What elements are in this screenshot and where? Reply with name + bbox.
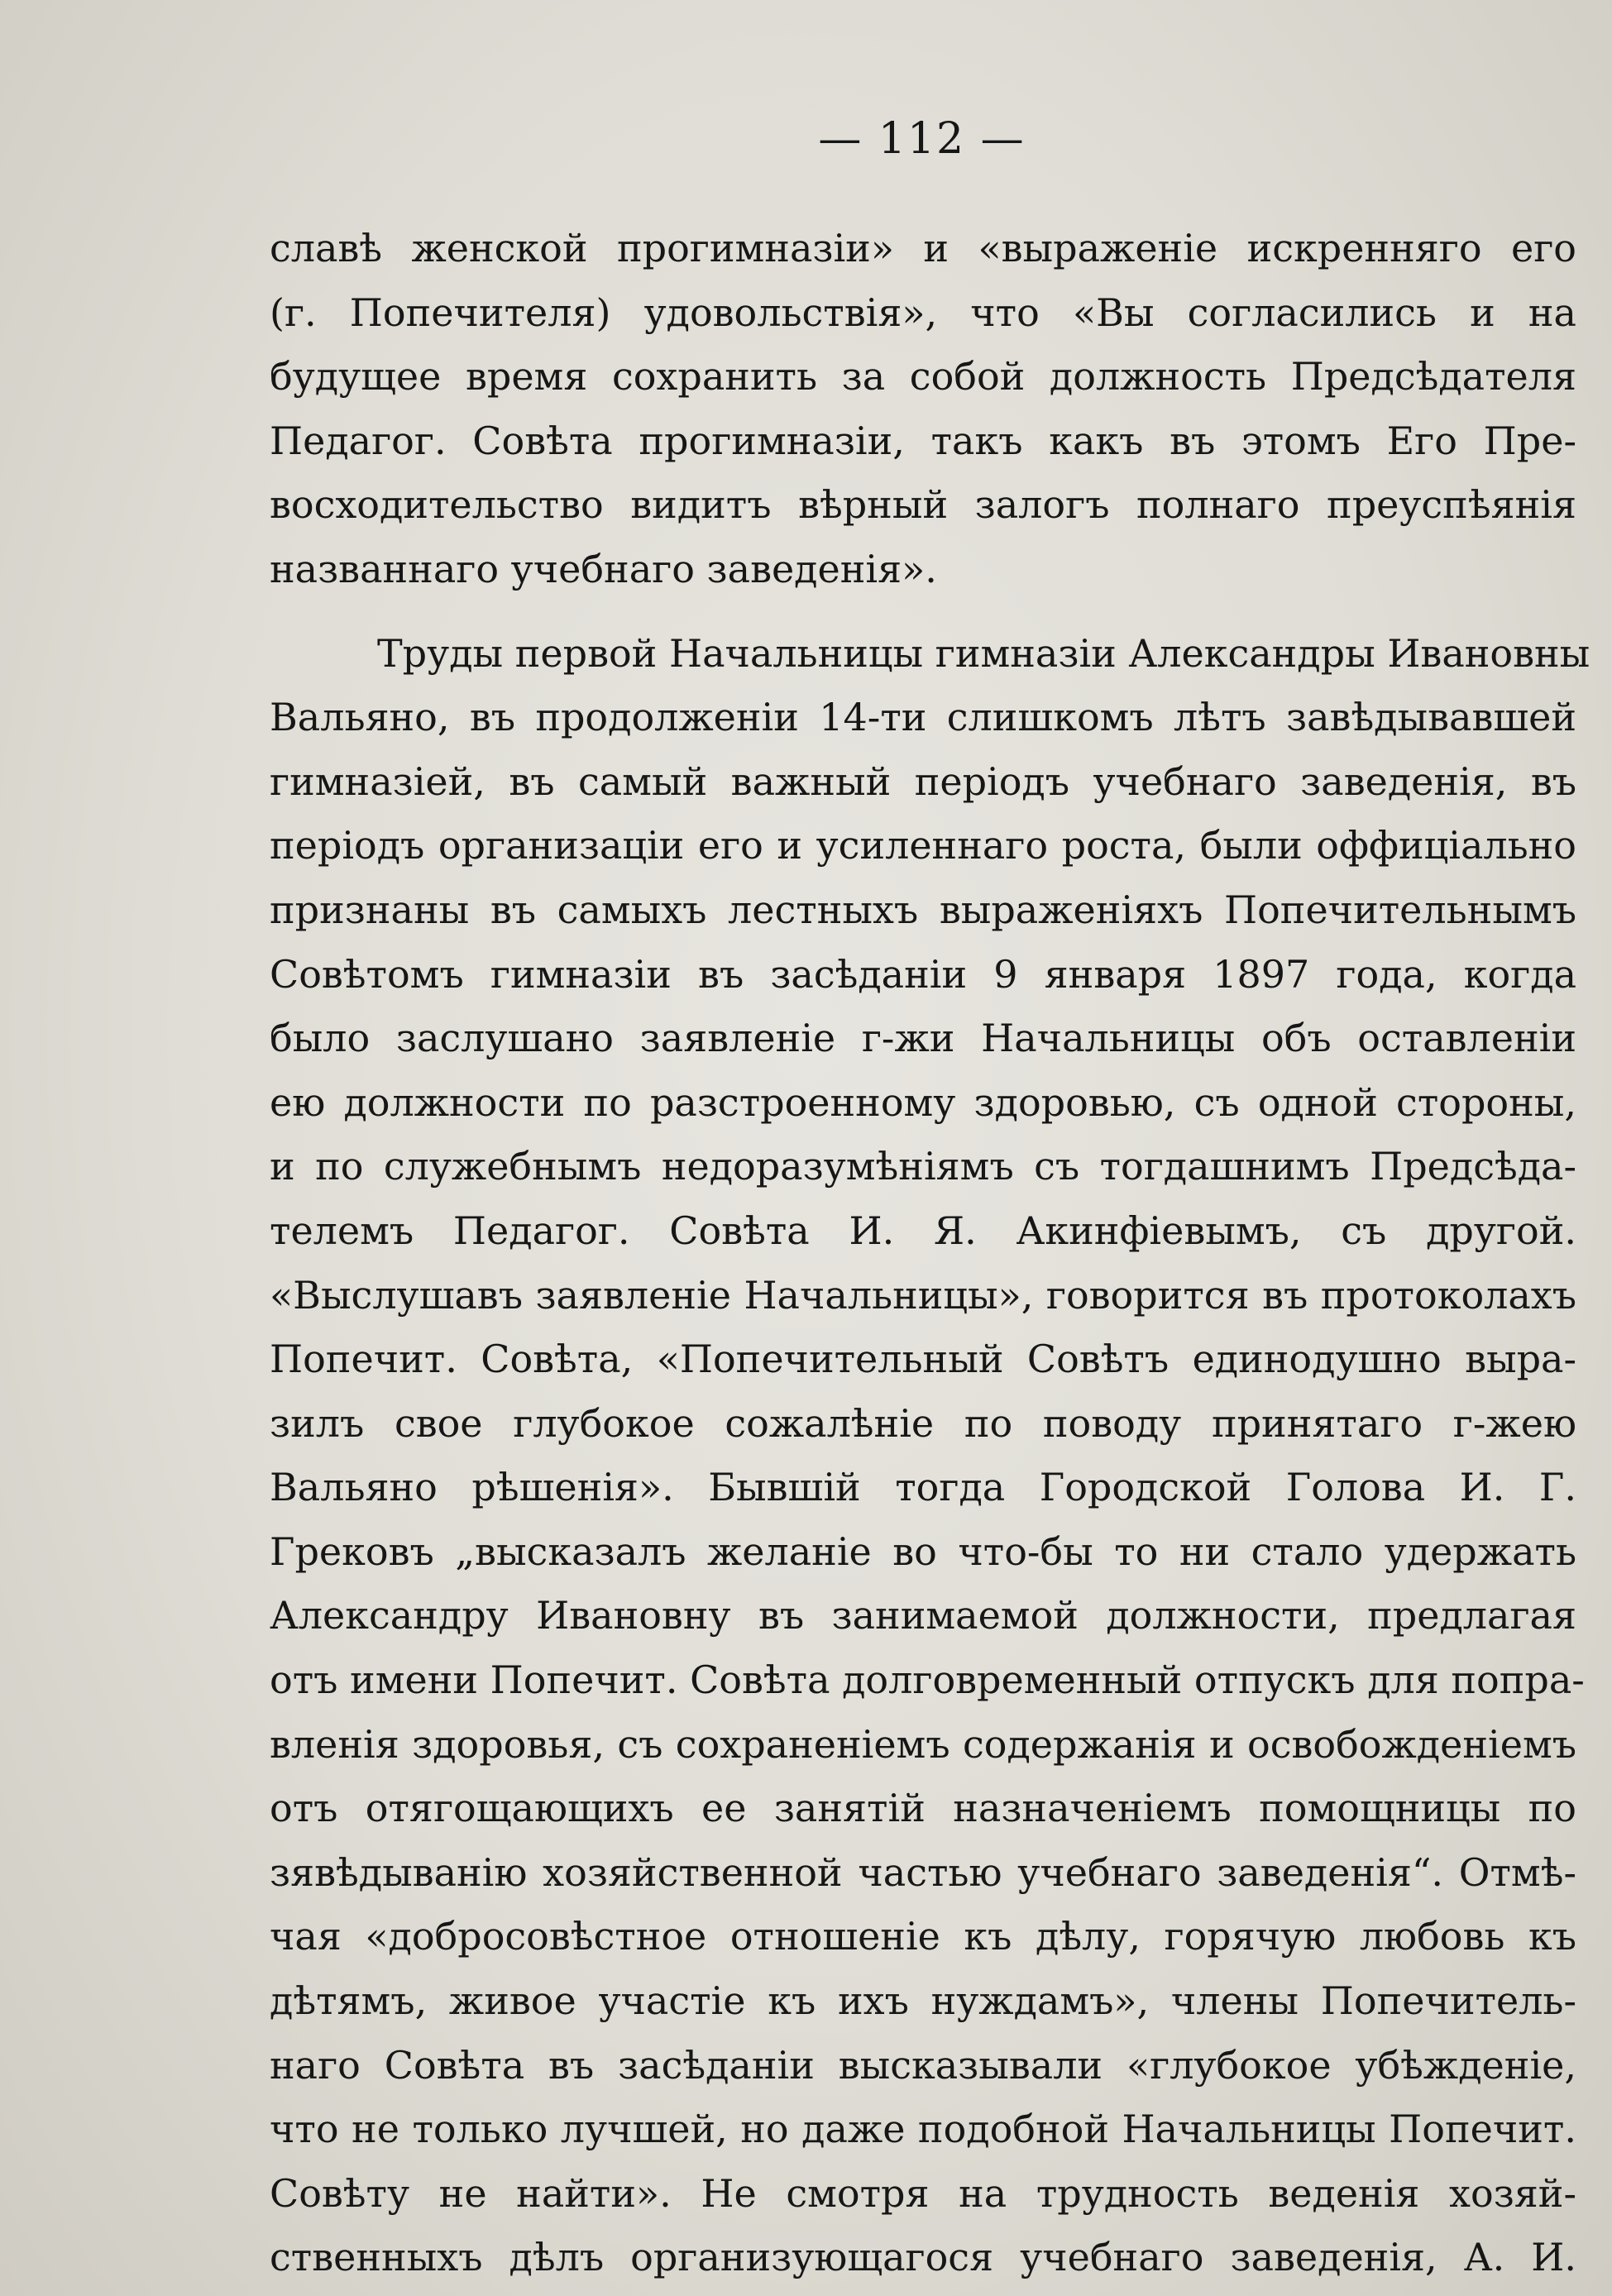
text-line: наго Совѣта въ засѣданіи высказывали «глубокое убѣжденіе,	[270, 2042, 1576, 2088]
text-line: телемъ Педагог. Совѣта И. Я. Акинфіевымъ, съ другой.	[270, 1208, 1576, 1253]
text-line: Вальяно рѣшенія». Бывшій тогда Городской Голова И. Г.	[270, 1465, 1576, 1510]
text-line: зилъ свое глубокое сожалѣніе по поводу принятаго г-жею	[270, 1400, 1576, 1446]
text-line: дѣтямъ, живое участіе къ ихъ нуждамъ», члены Попечитель-	[270, 1978, 1576, 2024]
text-line: отъ имени Попечит. Совѣта долговременный отпускъ для попра-	[270, 1657, 1585, 1703]
text-line: Александру Ивановну въ занимаемой должности, предлагая	[270, 1593, 1576, 1638]
text-line: признаны въ самыхъ лестныхъ выраженіяхъ Попечительнымъ	[270, 887, 1576, 932]
text-line: Педагог. Совѣта прогимназіи, такъ какъ въ этомъ Его Пре-	[270, 418, 1576, 463]
text-line: «Выслушавъ заявленіе Начальницы», говорится въ протоколахъ	[270, 1272, 1576, 1318]
text-line: будущее время сохранить за собой должность Предсѣдателя	[270, 354, 1576, 399]
text-line: Грековъ „высказалъ желаніе во что-бы то ни стало удержать	[270, 1528, 1576, 1574]
text-line: періодъ организаціи его и усиленнаго роста, были оффиціально	[270, 823, 1576, 868]
text-line: чая «добросовѣстное отношеніе къ дѣлу, горячую любовь къ	[270, 1914, 1576, 1959]
text-line: (г. Попечителя) удовольствія», что «Вы согласились и на	[270, 289, 1576, 335]
text-line: Труды первой Начальницы гимназіи Александры Ивановны	[377, 630, 1590, 676]
text-line: славѣ женской прогимназіи» и «выраженіе искренняго его	[270, 226, 1576, 270]
text-line: вленія здоровья, съ сохраненіемъ содержанія и освобожденіемъ	[270, 1721, 1576, 1767]
text-line: Попечит. Совѣта, «Попечительный Совѣтъ единодушно выра-	[270, 1337, 1576, 1382]
text-line: названнаго учебнаго заведенія».	[270, 546, 937, 591]
text-line: ственныхъ дѣлъ организующагося учебнаго заведенія, А. И.	[270, 2235, 1576, 2280]
text-line: Вальяно, въ продолженіи 14-ти слишкомъ лѣтъ завѣдывавшей	[270, 695, 1576, 740]
paragraph-gap	[270, 602, 1576, 622]
text-line: что не только лучшей, но даже подобной Начальницы Попечит.	[270, 2107, 1576, 2152]
page-number: — 112 —	[818, 114, 1026, 164]
text-line: Совѣту не найти». Не смотря на трудность веденія хозяй-	[270, 2170, 1576, 2216]
text-line: гимназіей, въ самый важный періодъ учебнаго заведенія, въ	[270, 758, 1576, 804]
paragraph	[270, 622, 1590, 2290]
text-line: ею должности по разстроенному здоровью, съ одной стороны,	[270, 1079, 1576, 1125]
body-text	[270, 217, 1590, 2290]
text-line: было заслушано заявленіе г-жи Начальницы объ оставленіи	[270, 1016, 1576, 1061]
text-line: зявѣдыванію хозяйственной частью учебнаго заведенія“. Отмѣ-	[270, 1849, 1576, 1895]
paragraph	[270, 217, 1576, 602]
text-line: Совѣтомъ гимназіи въ засѣданіи 9 января 1897 года, когда	[270, 951, 1576, 997]
text-line: восходительство видитъ вѣрный залогъ полнаго преуспѣянія	[270, 482, 1576, 528]
text-line: отъ отягощающихъ ее занятій назначеніемъ помощницы по	[270, 1786, 1576, 1831]
text-line: и по служебнымъ недоразумѣніямъ съ тогдашнимъ Предсѣда-	[270, 1144, 1576, 1189]
